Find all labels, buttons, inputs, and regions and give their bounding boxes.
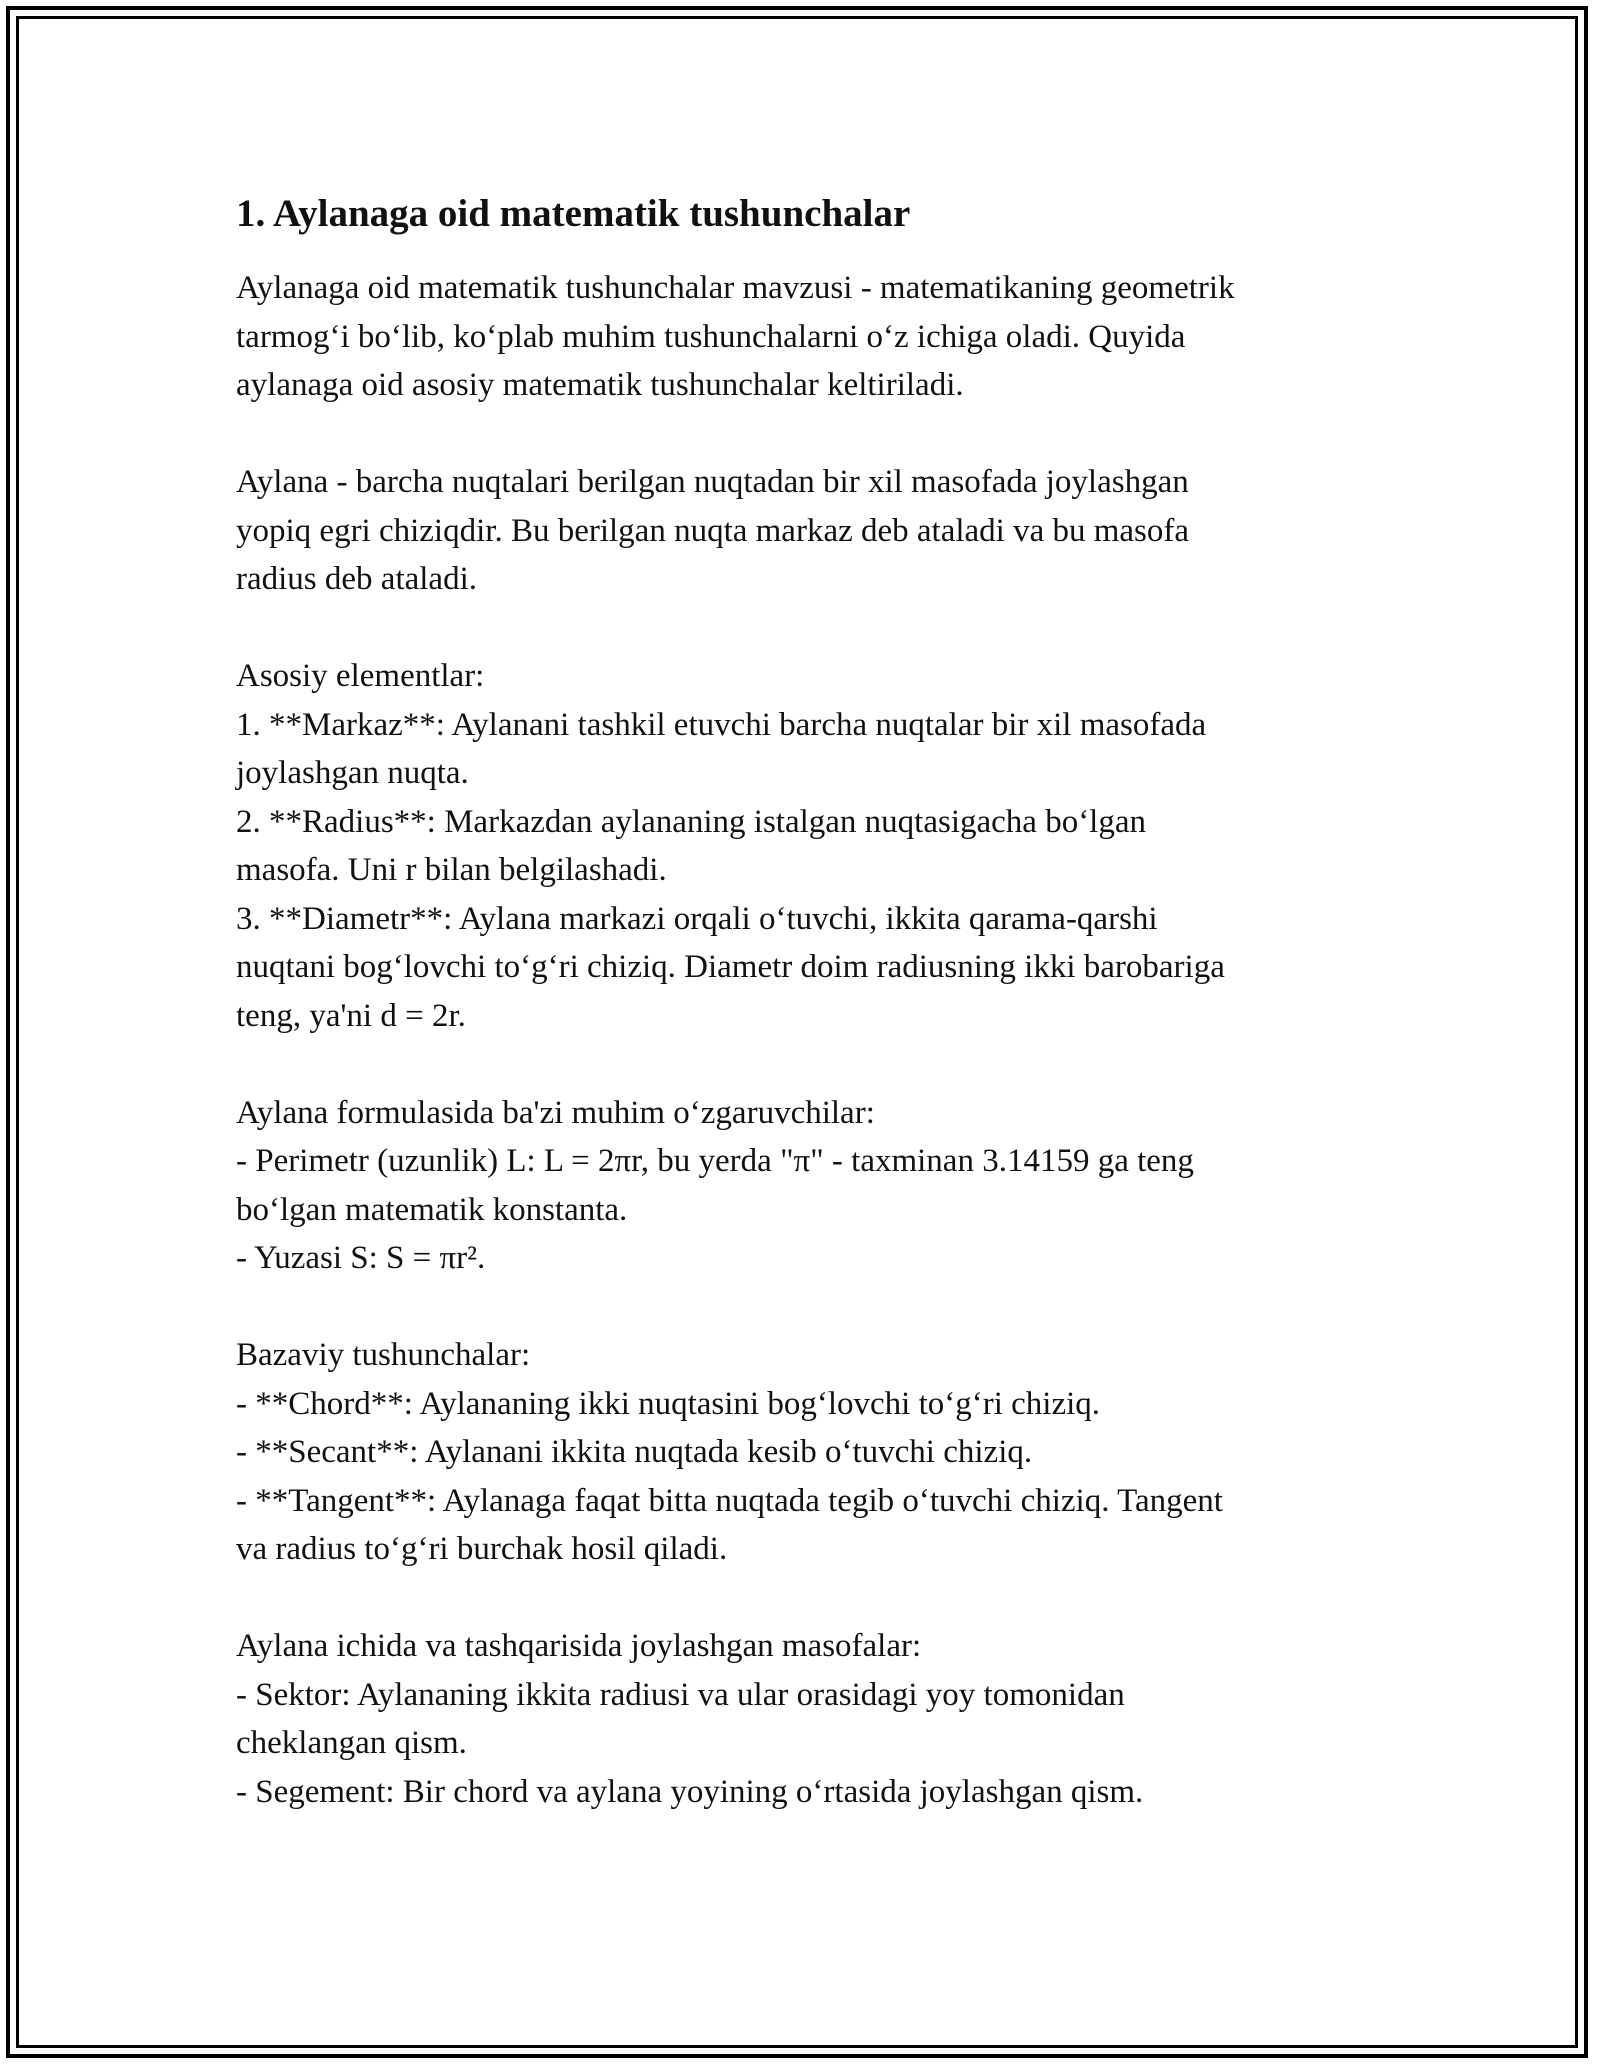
- text-line: - Segement: Bir chord va aylana yoyining o‘rtasida joylashgan qism.: [236, 1773, 1144, 1810]
- text-line: bo‘lgan matematik konstanta.: [236, 1191, 628, 1228]
- paragraph-gap: [236, 1574, 1356, 1623]
- text-line: Aylana - barcha nuqtalari berilgan nuqtadan bir xil masofada joylashgan: [236, 464, 1189, 500]
- text-line: - **Secant**: Aylanani ikkita nuqtada kesib o‘tuvchi chiziq.: [236, 1434, 1033, 1470]
- text-line: joylashgan nuqta.: [236, 755, 469, 791]
- paragraph-intro: [236, 264, 1356, 410]
- text-line: aylanaga oid asosiy matematik tushunchalar keltiriladi.: [236, 367, 964, 403]
- paragraph-basic-elements: [236, 652, 1356, 1040]
- text-line: tarmog‘i bo‘lib, ko‘plab muhim tushunchalarni o‘z ichiga oladi. Quyida: [236, 318, 1186, 355]
- text-line: radius deb ataladi.: [236, 561, 477, 597]
- paragraph-regions: [236, 1622, 1356, 1816]
- paragraph-definition: [236, 458, 1356, 604]
- text-line: cheklangan qism.: [236, 1725, 467, 1761]
- text-line: Bazaviy tushunchalar:: [236, 1337, 531, 1373]
- text-line: va radius to‘g‘ri burchak hosil qiladi.: [236, 1531, 728, 1567]
- text-line: 2. **Radius**: Markazdan aylananing istalgan nuqtasigacha bo‘lgan: [236, 803, 1146, 840]
- document-body: [236, 188, 1356, 1816]
- text-line: teng, ya'ni d = 2r.: [236, 997, 466, 1034]
- text-line: masofa. Uni r bilan belgilashadi.: [236, 852, 667, 888]
- text-line: Aylana ichida va tashqarisida joylashgan masofalar:: [236, 1628, 922, 1664]
- text-line: - Perimetr (uzunlik) L: L = 2πr, bu yerda "π" - taxminan 3.14159 ga teng: [236, 1143, 1194, 1179]
- text-line: 1. **Markaz**: Aylanani tashkil etuvchi barcha nuqtalar bir xil masofada: [236, 706, 1207, 743]
- paragraph-gap: [236, 1283, 1356, 1332]
- document-heading: 1. Aylanaga oid matematik tushunchalar: [236, 192, 911, 235]
- text-line: - **Tangent**: Aylanaga faqat bitta nuqtada tegib o‘tuvchi chiziq. Tangent: [236, 1482, 1223, 1519]
- text-line: - Sektor: Aylananing ikkita radiusi va ular orasidagi yoy tomonidan: [236, 1676, 1125, 1713]
- text-line: Aylana formulasida ba'zi muhim o‘zgaruvchilar:: [236, 1094, 875, 1131]
- text-line: Asosiy elementlar:: [236, 658, 485, 694]
- paragraph-gap: [236, 1040, 1356, 1089]
- text-line: - **Chord**: Aylananing ikki nuqtasini bog‘lovchi to‘g‘ri chiziq.: [236, 1385, 1101, 1422]
- paragraph-formulas: [236, 1089, 1356, 1283]
- text-line: nuqtani bog‘lovchi to‘g‘ri chiziq. Diametr doim radiusning ikki barobariga: [236, 949, 1225, 985]
- paragraph-basic-concepts: [236, 1331, 1356, 1574]
- text-line: yopiq egri chiziqdir. Bu berilgan nuqta markaz deb ataladi va bu masofa: [236, 512, 1190, 549]
- paragraph-gap: [236, 410, 1356, 459]
- text-line: - Yuzasi S: S = πr².: [236, 1240, 486, 1276]
- paragraph-gap: [236, 604, 1356, 653]
- text-line: Aylanaga oid matematik tushunchalar mavzusi - matematikaning geometrik: [236, 270, 1235, 306]
- text-line: 3. **Diametr**: Aylana markazi orqali o‘tuvchi, ikkita qarama-qarshi: [236, 900, 1158, 937]
